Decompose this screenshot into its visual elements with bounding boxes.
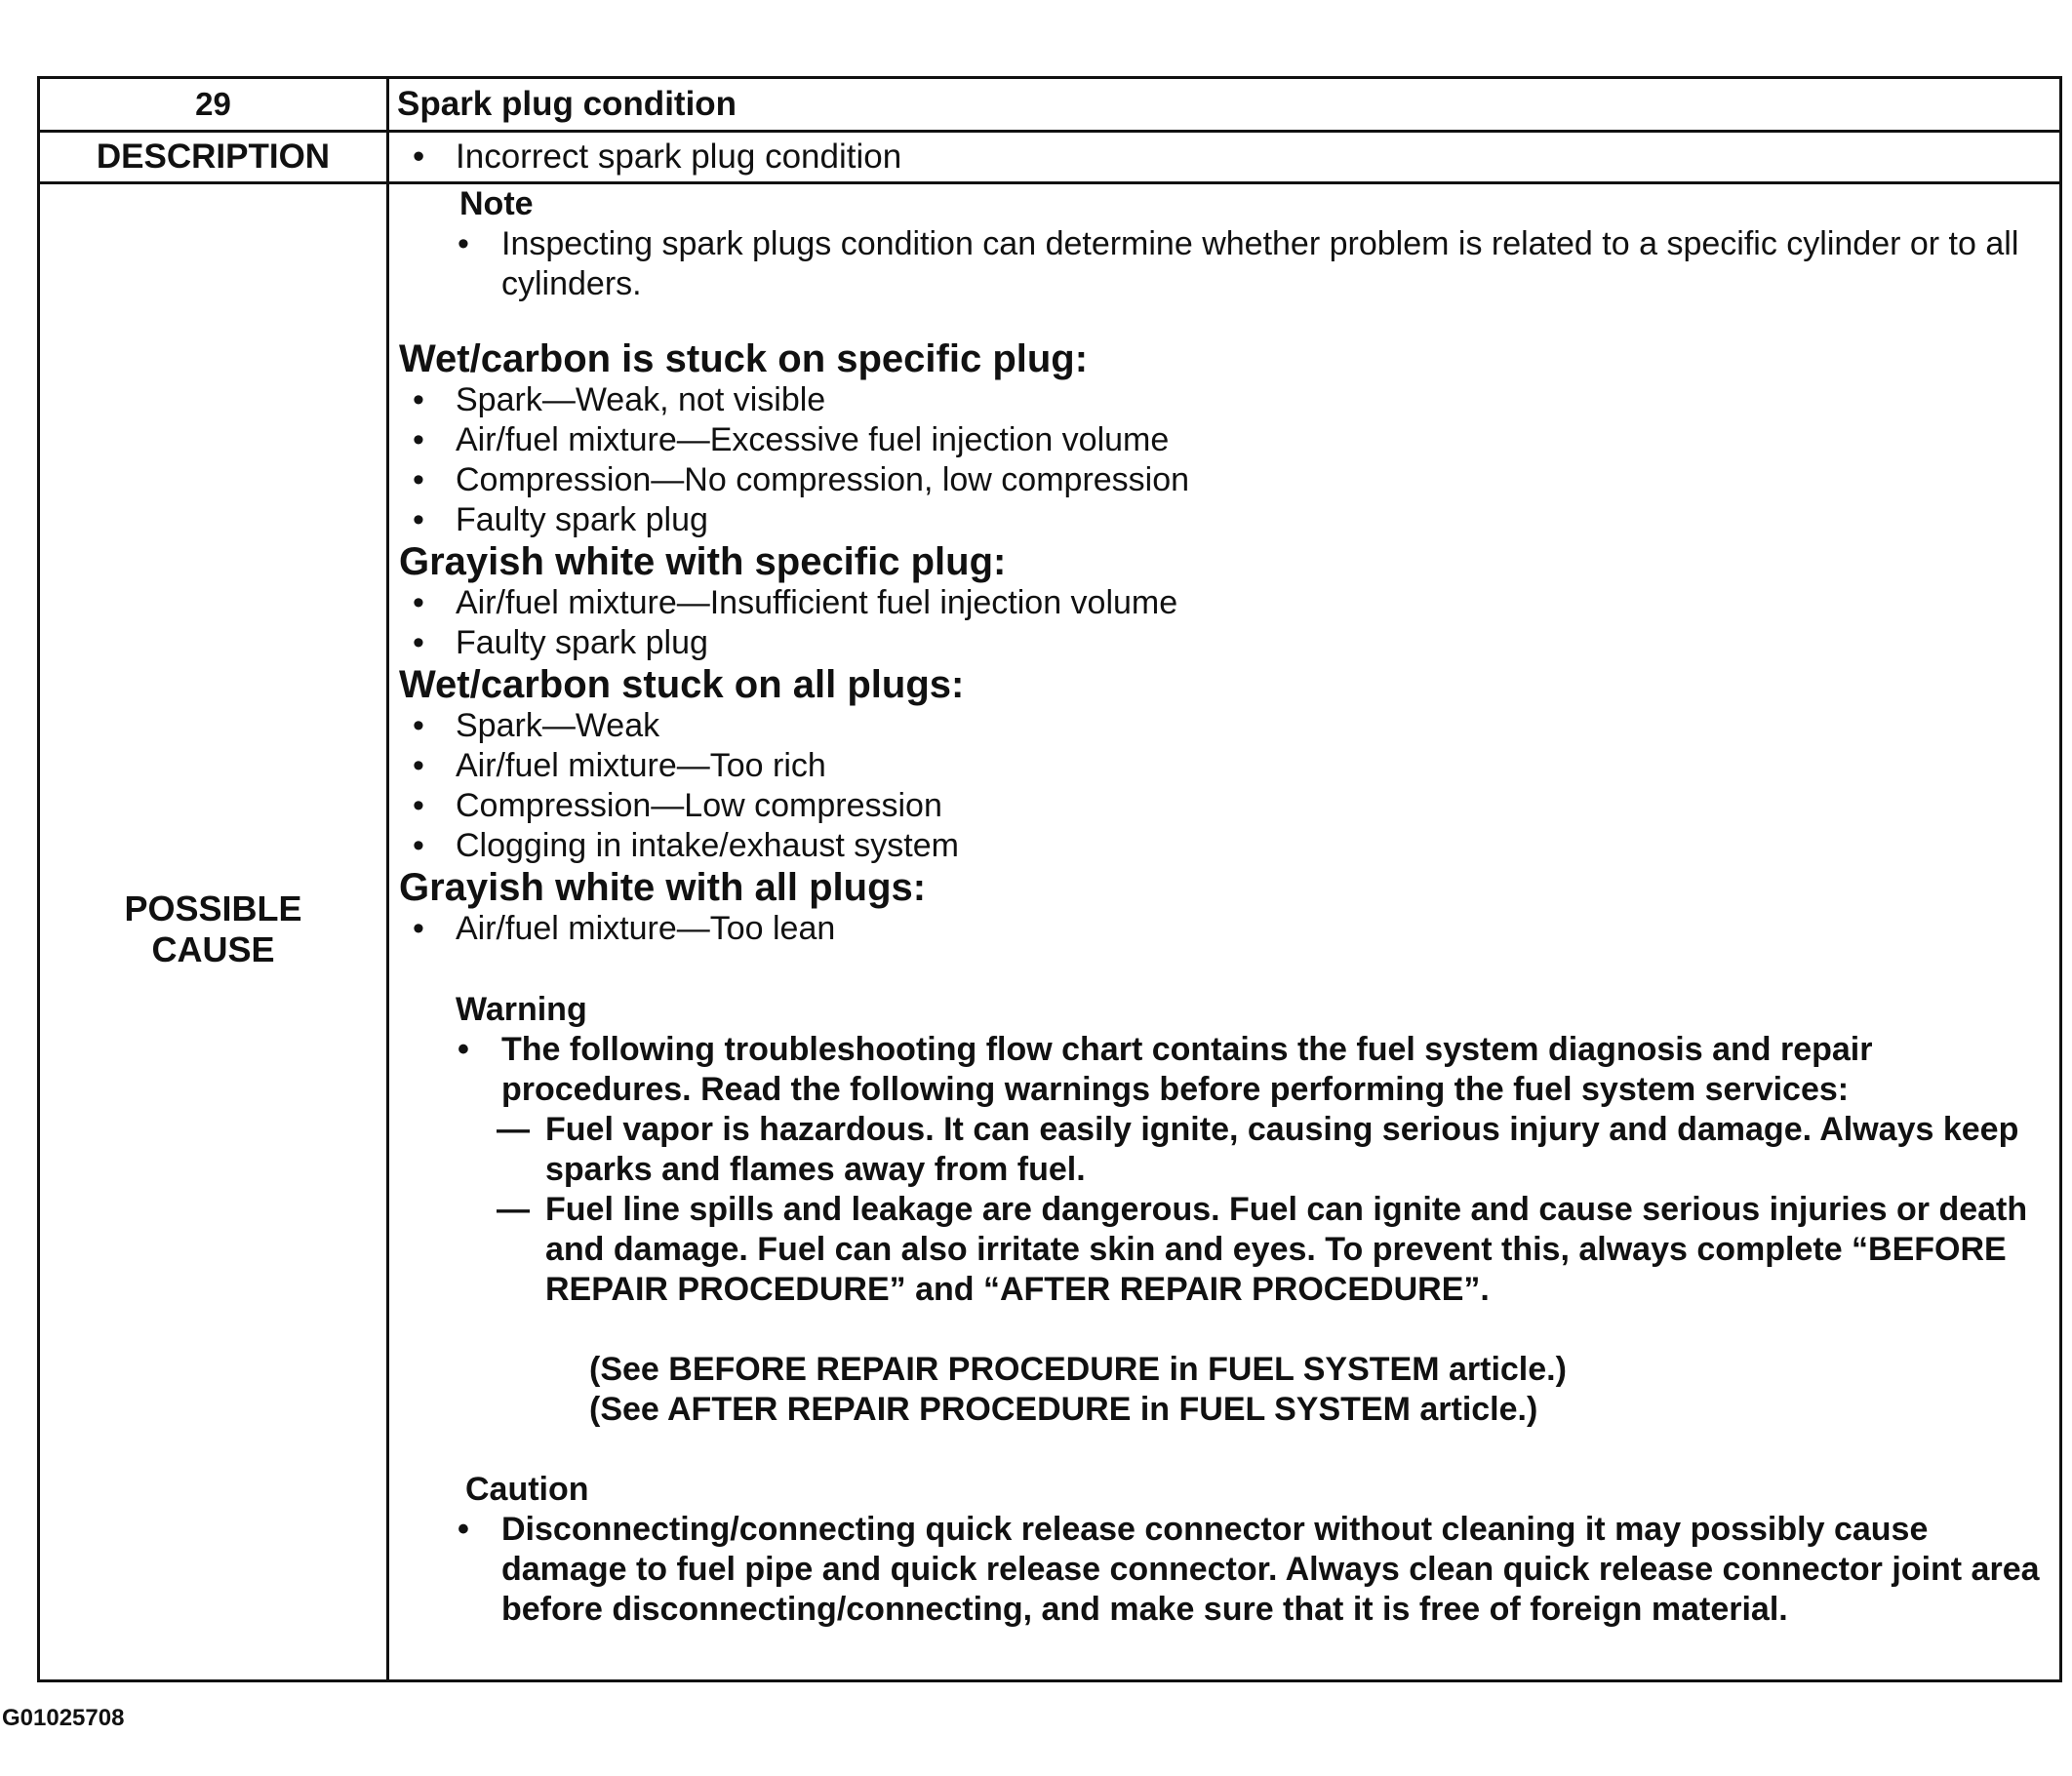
group-heading: Wet/carbon is stuck on specific plug:	[399, 337, 1089, 380]
possible-cause-content	[389, 184, 2059, 1630]
list-item: • Faulty spark plug	[389, 500, 2059, 540]
warning-dash-item: — Fuel vapor is hazardous. It can easily ignite, causing serious injury and damage. Always keep sparks and flames away from fuel.	[389, 1110, 2059, 1190]
caution-text: • Disconnecting/connecting quick release connector without cleaning it may possibly cause damage to fuel pipe and quick release connector. Always clean quick release connector joint area before disconnecting/connecting, and make sure that it is free of foreign material.	[389, 1510, 2059, 1630]
note-heading: Note	[459, 185, 534, 222]
warning-heading: Warning	[456, 991, 587, 1028]
description-label: DESCRIPTION	[96, 138, 331, 176]
row-title: Spark plug condition	[397, 85, 737, 123]
list-item: • Clogging in intake/exhaust system	[389, 826, 2059, 866]
group-heading: Grayish white with all plugs:	[399, 866, 927, 909]
list-item: • Air/fuel mixture—Insufficient fuel injection volume	[389, 583, 2059, 623]
list-item: • Spark—Weak	[389, 706, 2059, 746]
figure-id: G01025708	[2, 1705, 125, 1731]
warning-dash-item: — Fuel line spills and leakage are dangerous. Fuel can ignite and cause serious injuries or death and damage. Fuel can also irritate skin and eyes. To prevent this, always complete “BEFORE REPAIR PROCEDURE” and “AFTER REPAIR PROCEDURE”.	[389, 1190, 2059, 1310]
list-item: • Compression—Low compression	[389, 786, 2059, 826]
row-number: 29	[195, 86, 231, 122]
list-item: • Air/fuel mixture—Too rich	[389, 746, 2059, 786]
description-cell	[389, 133, 2059, 181]
list-item: • Spark—Weak, not visible	[389, 380, 2059, 420]
description-text: • Incorrect spark plug condition	[389, 133, 2059, 181]
list-item: • Faulty spark plug	[389, 623, 2059, 663]
note-text: • Inspecting spark plugs condition can determine whether problem is related to a specific cylinder or to all cylinders.	[389, 224, 2059, 304]
warning-text: • The following troubleshooting flow chart contains the fuel system diagnosis and repair procedures. Read the following warnings before performing the fuel system services:	[389, 1030, 2059, 1110]
possible-cause-label	[40, 888, 386, 970]
possible-cause-label-line1: POSSIBLE	[124, 888, 302, 928]
list-item: • Air/fuel mixture—Excessive fuel injection volume	[389, 420, 2059, 460]
group-heading: Grayish white with specific plug:	[399, 540, 1007, 583]
caution-heading: Caution	[465, 1471, 589, 1508]
spark-plug-condition-table	[37, 76, 2062, 1682]
reference-link: (See AFTER REPAIR PROCEDURE in FUEL SYSTEM article.)	[589, 1391, 1538, 1428]
list-item: • Compression—No compression, low compression	[389, 460, 2059, 500]
possible-cause-label-line2: CAUSE	[151, 929, 275, 969]
list-item: • Air/fuel mixture—Too lean	[389, 909, 2059, 949]
group-heading: Wet/carbon stuck on all plugs:	[399, 663, 965, 706]
reference-link: (See BEFORE REPAIR PROCEDURE in FUEL SYSTEM article.)	[589, 1351, 1567, 1388]
